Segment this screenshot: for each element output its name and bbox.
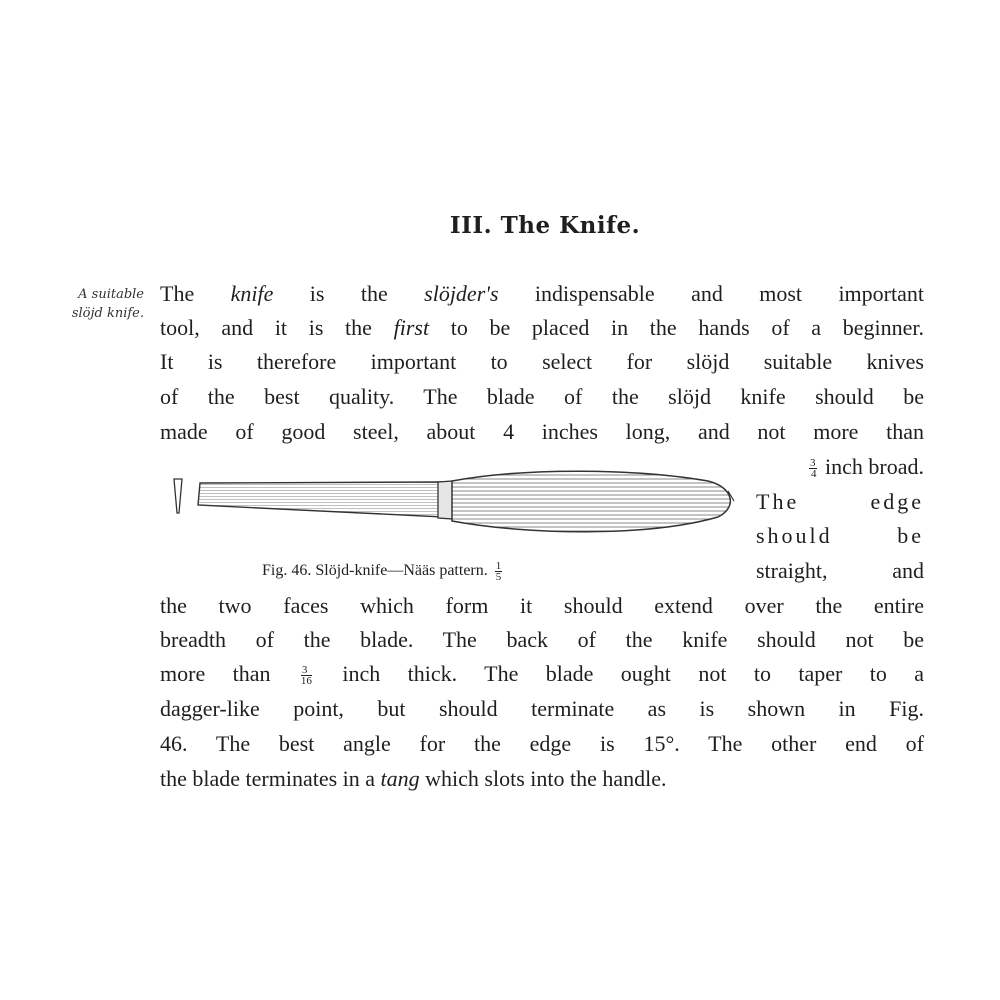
text-line-15: the blade terminates in a tang which slots into the handle. [160, 766, 667, 791]
fraction-three-sixteenths: $\frac{3}{16}$ [300, 664, 312, 688]
text-line-8: should be [756, 523, 924, 548]
text-line-5: made of good steel, about 4 inches long, and not more than [160, 419, 924, 444]
text-line-7: The edge [756, 489, 924, 514]
text-line-11: breadth of the blade. The back of the knife should not be [160, 627, 924, 652]
handle [452, 471, 730, 532]
text-line-12: more than $\frac{3}{16}$ inch thick. The blade ought not to taper to a [160, 661, 925, 688]
margin-note-line-2: slöjd knife. [71, 306, 144, 321]
text-line-4: of the best quality. The blade of the slöjd knife should be [160, 384, 924, 409]
text-line-1: The knife is the slöjder's indispensable and most important [160, 281, 924, 306]
text-line-2: tool, and it is the first to be placed in the hands of a beginner. [160, 315, 924, 340]
blade-end-view [174, 479, 182, 513]
ferrule [438, 481, 453, 519]
margin-note-line-1: A suitable [78, 287, 144, 302]
blade [198, 482, 443, 517]
knife-illustration [168, 465, 748, 545]
text-line-9: straight, and [756, 558, 924, 583]
text-line-6: $\frac{3}{4}$ inch broad. [810, 454, 924, 481]
section-heading: III. The Knife. [449, 212, 641, 239]
text-line-13: dagger-like point, but should terminate as is shown in Fig. [160, 696, 924, 721]
text-line-10: the two faces which form it should extend over the entire [160, 593, 924, 618]
text-line-3: It is therefore important to select for slöjd suitable knives [160, 349, 924, 374]
margin-note [44, 285, 144, 323]
figure-caption: Fig. 46. Slöjd-knife—Nääs pattern. $\frac{1}{5}$ [262, 559, 502, 583]
fraction-three-quarters: $\frac{3}{4}$ [810, 457, 817, 481]
caption-scale-fraction: $\frac{1}{5}$ [495, 559, 502, 583]
text-line-14: 46. The best angle for the edge is 15°. The other end of [160, 731, 924, 756]
